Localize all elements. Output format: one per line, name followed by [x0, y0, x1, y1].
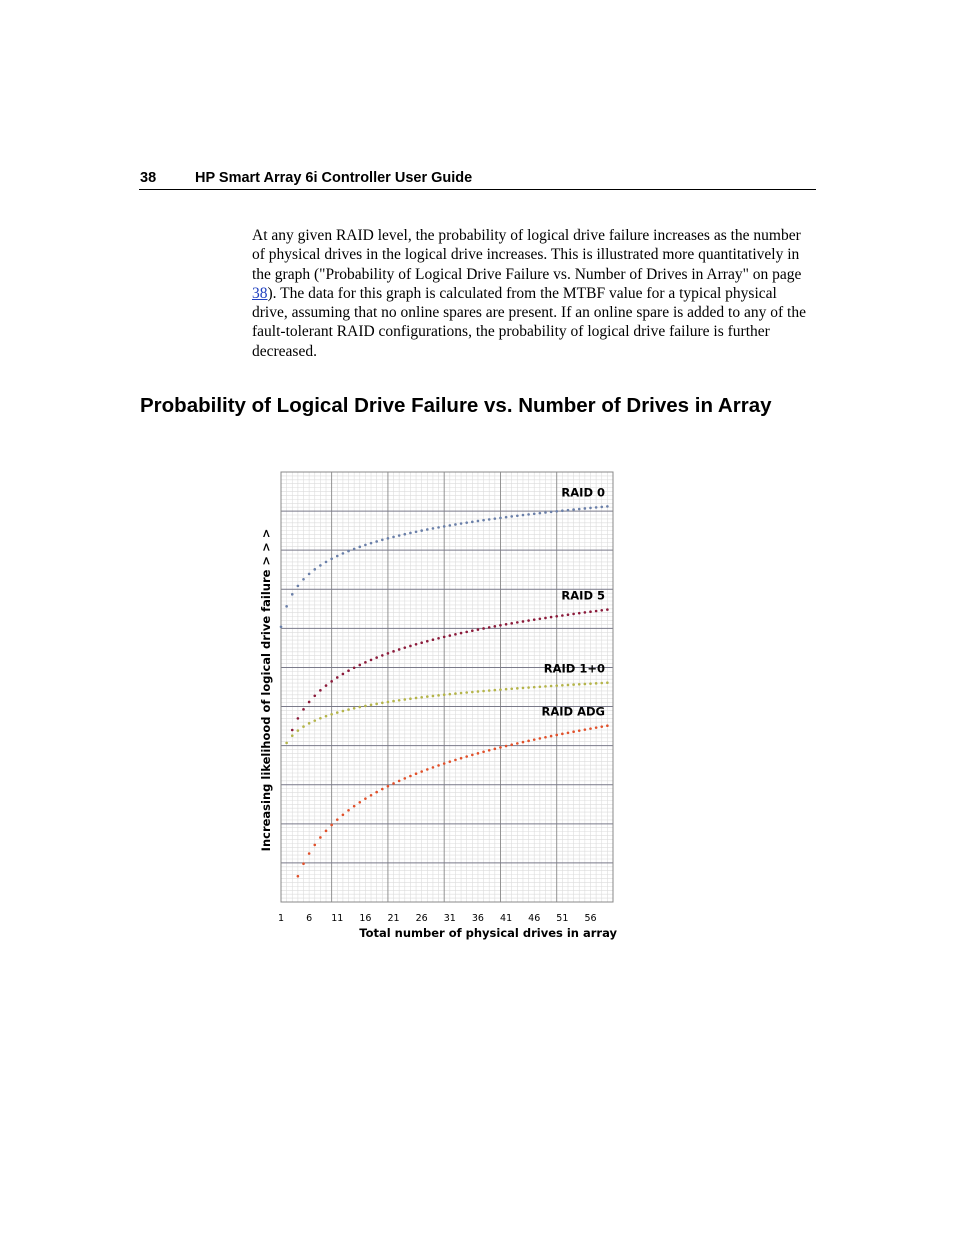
data-point — [595, 610, 598, 613]
data-point — [302, 708, 305, 711]
data-point — [291, 734, 294, 737]
data-point — [516, 514, 519, 517]
data-point — [539, 737, 542, 740]
data-point — [297, 585, 300, 588]
data-point — [449, 524, 452, 527]
data-point — [336, 676, 339, 679]
data-point — [313, 719, 316, 722]
data-point — [370, 542, 373, 545]
data-point — [347, 669, 350, 672]
data-point — [313, 568, 316, 571]
data-point — [432, 638, 435, 641]
data-point — [516, 621, 519, 624]
data-point — [432, 527, 435, 530]
data-point — [308, 852, 311, 855]
data-point — [522, 514, 525, 517]
data-point — [482, 750, 485, 753]
data-point — [471, 754, 474, 757]
data-point — [443, 525, 446, 528]
data-point — [420, 770, 423, 773]
data-point — [358, 664, 361, 667]
data-point — [505, 623, 508, 626]
data-point — [297, 717, 300, 720]
data-point — [488, 626, 491, 629]
page-header — [139, 169, 816, 190]
data-point — [403, 533, 406, 536]
x-tick-label: 31 — [443, 913, 456, 924]
x-tick-label: 16 — [359, 913, 372, 924]
data-point — [600, 506, 603, 509]
data-point — [353, 548, 356, 551]
data-point — [505, 688, 508, 691]
data-point — [432, 695, 435, 698]
x-tick-label: 46 — [528, 913, 541, 924]
data-point — [572, 508, 575, 511]
data-point — [516, 742, 519, 745]
data-point — [510, 515, 513, 518]
x-tick-label: 11 — [331, 913, 344, 924]
data-point — [392, 650, 395, 653]
data-point — [578, 612, 581, 615]
data-point — [353, 805, 356, 808]
data-point — [381, 539, 384, 542]
data-point — [308, 722, 311, 725]
series-label: RAID 5 — [561, 588, 605, 603]
data-point — [336, 818, 339, 821]
data-point — [375, 791, 378, 794]
data-point — [358, 801, 361, 804]
data-point — [600, 682, 603, 685]
data-point — [539, 617, 542, 620]
data-point — [403, 646, 406, 649]
data-point — [432, 766, 435, 769]
data-point — [409, 775, 412, 778]
data-point — [555, 510, 558, 513]
data-point — [336, 711, 339, 714]
data-point — [280, 626, 283, 629]
data-point — [426, 528, 429, 531]
data-point — [600, 725, 603, 728]
data-point — [533, 618, 536, 621]
data-point — [465, 521, 468, 524]
data-point — [454, 759, 457, 762]
data-point — [347, 708, 350, 711]
data-point — [494, 748, 497, 751]
data-point — [342, 710, 345, 713]
data-point — [482, 519, 485, 522]
data-point — [561, 733, 564, 736]
data-point — [449, 760, 452, 763]
data-point — [510, 743, 513, 746]
data-point — [308, 573, 311, 576]
data-point — [578, 508, 581, 511]
data-point — [285, 605, 288, 608]
data-point — [426, 695, 429, 698]
data-point — [449, 693, 452, 696]
data-point — [510, 687, 513, 690]
data-point — [589, 682, 592, 685]
x-tick-label: 1 — [277, 913, 285, 924]
data-point — [600, 609, 603, 612]
data-point — [420, 529, 423, 532]
data-point — [488, 749, 491, 752]
data-point — [499, 688, 502, 691]
data-point — [381, 788, 384, 791]
data-point — [437, 764, 440, 767]
data-point — [522, 687, 525, 690]
data-point — [330, 713, 333, 716]
data-point — [398, 780, 401, 783]
data-point — [370, 794, 373, 797]
page-link[interactable]: 38 — [252, 284, 268, 302]
series-label: RAID 1+0 — [543, 661, 605, 676]
data-point — [330, 680, 333, 683]
series-label: RAID ADG — [541, 704, 605, 719]
data-point — [398, 648, 401, 651]
data-point — [606, 505, 609, 508]
data-point — [555, 684, 558, 687]
data-point — [527, 686, 530, 689]
data-point — [561, 509, 564, 512]
data-point — [403, 777, 406, 780]
data-point — [482, 690, 485, 693]
data-point — [471, 629, 474, 632]
data-point — [499, 517, 502, 520]
intro-text-2: ). The data for this graph is calculated from the MTBF value for a typical physical drive, assuming that no online spares are present. If an online spare is added to any of the fault-tolerant RAID configurations, the probability of logical drive failure is further decreased. — [252, 284, 806, 360]
data-point — [567, 684, 570, 687]
data-point — [539, 685, 542, 688]
data-point — [325, 684, 328, 687]
data-point — [584, 611, 587, 614]
data-point — [364, 705, 367, 708]
data-point — [342, 673, 345, 676]
data-point — [572, 730, 575, 733]
data-point — [494, 689, 497, 692]
data-point — [544, 736, 547, 739]
data-point — [595, 682, 598, 685]
data-point — [505, 745, 508, 748]
data-point — [477, 690, 480, 693]
data-point — [358, 706, 361, 709]
data-point — [285, 742, 288, 745]
data-point — [460, 692, 463, 695]
data-point — [589, 507, 592, 510]
data-point — [533, 738, 536, 741]
data-point — [302, 862, 305, 865]
data-point — [319, 836, 322, 839]
data-point — [426, 640, 429, 643]
x-tick-labels — [278, 913, 597, 924]
data-point — [342, 552, 345, 555]
data-point — [308, 701, 311, 704]
data-point — [347, 550, 350, 553]
data-point — [454, 523, 457, 526]
data-point — [567, 731, 570, 734]
x-tick-label: 6 — [306, 913, 313, 924]
data-point — [409, 645, 412, 648]
data-point — [465, 631, 468, 634]
data-point — [606, 724, 609, 727]
x-tick-label: 41 — [500, 913, 513, 924]
data-point — [555, 615, 558, 618]
data-point — [415, 772, 418, 775]
data-point — [460, 757, 463, 760]
data-point — [297, 875, 300, 878]
data-point — [477, 752, 480, 755]
failure-probability-chart — [255, 466, 627, 948]
data-point — [319, 717, 322, 720]
data-point — [364, 661, 367, 664]
data-point — [375, 540, 378, 543]
data-point — [443, 762, 446, 765]
data-point — [477, 520, 480, 523]
section-heading: Probability of Logical Drive Failure vs. Number of Drives in Array — [140, 394, 772, 417]
data-point — [572, 613, 575, 616]
data-point — [302, 578, 305, 581]
intro-text-1: At any given RAID level, the probability of logical drive failure increases as the number of physical drives in the logical drive increases. This is illustrated more quantitatively in the graph ("Probability of Logical Drive Failure vs. Number of Drives in Array" on page — [252, 227, 802, 283]
data-point — [465, 691, 468, 694]
data-point — [578, 729, 581, 732]
data-point — [533, 512, 536, 515]
data-point — [510, 622, 513, 625]
data-point — [364, 544, 367, 547]
data-point — [465, 755, 468, 758]
data-point — [375, 703, 378, 706]
data-point — [437, 526, 440, 529]
data-point — [392, 536, 395, 539]
data-point — [561, 614, 564, 617]
data-point — [550, 735, 553, 738]
data-point — [330, 558, 333, 561]
data-point — [387, 701, 390, 704]
data-point — [319, 564, 322, 567]
data-point — [454, 633, 457, 636]
x-tick-label: 56 — [584, 913, 597, 924]
data-point — [392, 700, 395, 703]
x-tick-label: 36 — [471, 913, 484, 924]
data-point — [437, 637, 440, 640]
data-point — [454, 692, 457, 695]
data-point — [561, 684, 564, 687]
data-point — [505, 516, 508, 519]
series-label: RAID 0 — [561, 485, 605, 500]
data-point — [589, 610, 592, 613]
data-point — [409, 532, 412, 535]
data-point — [499, 746, 502, 749]
data-point — [539, 512, 542, 515]
data-point — [437, 694, 440, 697]
data-point — [302, 725, 305, 728]
data-point — [550, 511, 553, 514]
data-point — [482, 627, 485, 630]
data-point — [606, 681, 609, 684]
intro-paragraph — [252, 226, 812, 361]
data-point — [426, 768, 429, 771]
data-point — [544, 511, 547, 514]
data-point — [477, 628, 480, 631]
data-point — [494, 625, 497, 628]
data-point — [584, 683, 587, 686]
data-point — [409, 697, 412, 700]
x-tick-label: 51 — [556, 913, 569, 924]
data-point — [403, 698, 406, 701]
data-point — [325, 715, 328, 718]
data-point — [353, 707, 356, 710]
data-point — [387, 652, 390, 655]
data-point — [370, 659, 373, 662]
data-point — [381, 702, 384, 705]
data-point — [460, 522, 463, 525]
data-point — [544, 617, 547, 620]
data-point — [398, 699, 401, 702]
data-point — [358, 546, 361, 549]
data-point — [392, 782, 395, 785]
data-point — [522, 620, 525, 623]
data-point — [589, 727, 592, 730]
data-point — [313, 694, 316, 697]
data-point — [516, 687, 519, 690]
data-point — [488, 689, 491, 692]
data-point — [387, 785, 390, 788]
data-point — [544, 685, 547, 688]
data-point — [291, 729, 294, 732]
data-point — [522, 741, 525, 744]
data-point — [325, 830, 328, 833]
data-point — [291, 593, 294, 596]
data-point — [533, 686, 536, 689]
data-point — [567, 613, 570, 616]
page-number: 38 — [140, 170, 157, 186]
data-point — [449, 634, 452, 637]
data-point — [415, 643, 418, 646]
data-point — [353, 666, 356, 669]
data-point — [527, 513, 530, 516]
data-point — [550, 685, 553, 688]
data-point — [606, 608, 609, 611]
data-point — [499, 624, 502, 627]
data-point — [584, 728, 587, 731]
y-axis-label: Increasing likelihood of logical drive failure > > > — [259, 528, 273, 852]
data-point — [336, 555, 339, 558]
x-tick-label: 26 — [415, 913, 428, 924]
data-point — [342, 813, 345, 816]
data-point — [370, 704, 373, 707]
data-point — [494, 517, 497, 520]
x-axis-label: Total number of physical drives in array — [359, 926, 617, 940]
data-point — [471, 521, 474, 524]
data-point — [584, 507, 587, 510]
data-point — [443, 693, 446, 696]
data-point — [595, 506, 598, 509]
data-point — [381, 654, 384, 657]
data-point — [471, 691, 474, 694]
data-point — [319, 689, 322, 692]
data-point — [550, 616, 553, 619]
data-point — [398, 534, 401, 537]
data-point — [364, 797, 367, 800]
data-point — [313, 844, 316, 847]
data-point — [415, 697, 418, 700]
data-point — [595, 726, 598, 729]
data-point — [488, 518, 491, 521]
data-point — [325, 561, 328, 564]
data-point — [420, 696, 423, 699]
data-point — [527, 619, 530, 622]
data-point — [443, 636, 446, 639]
data-point — [387, 537, 390, 540]
guide-title: HP Smart Array 6i Controller User Guide — [195, 170, 473, 186]
data-point — [415, 530, 418, 533]
data-point — [578, 683, 581, 686]
data-point — [527, 740, 530, 743]
data-point — [330, 824, 333, 827]
data-point — [347, 809, 350, 812]
data-point — [297, 729, 300, 732]
data-point — [567, 509, 570, 512]
data-point — [572, 683, 575, 686]
data-point — [460, 632, 463, 635]
x-tick-label: 21 — [387, 913, 400, 924]
data-point — [555, 734, 558, 737]
data-point — [420, 641, 423, 644]
data-point — [375, 656, 378, 659]
